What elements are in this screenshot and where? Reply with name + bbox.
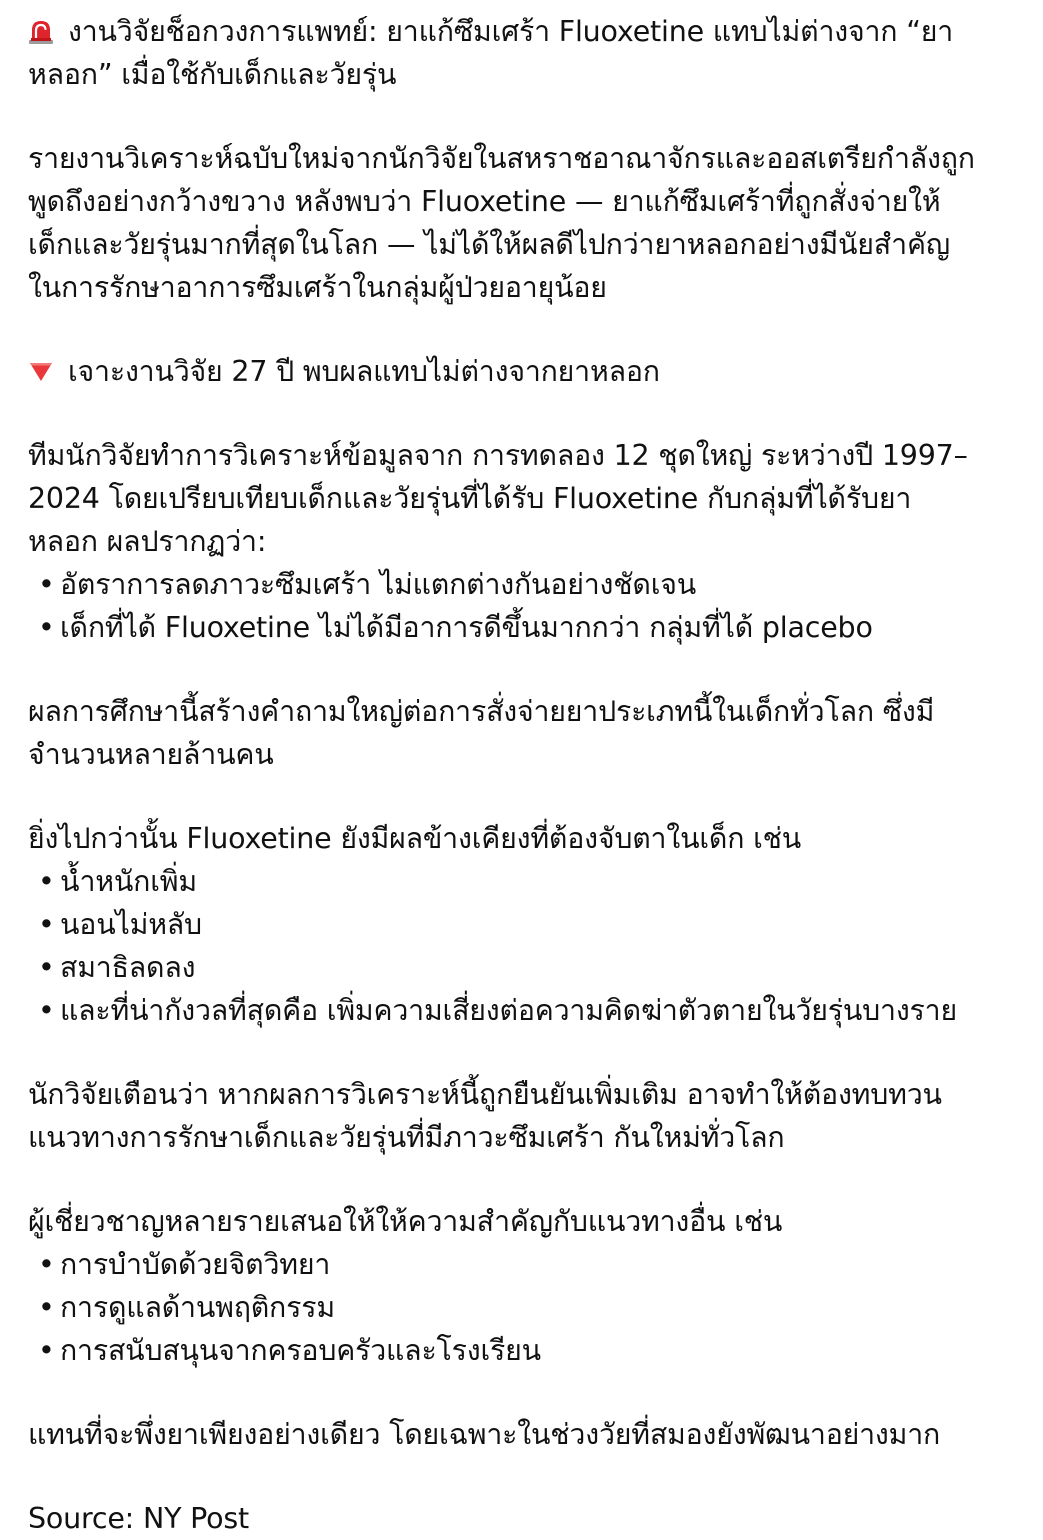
findings-list (28, 563, 1040, 649)
bullet-icon: • (38, 908, 55, 941)
list-item-text: และที่น่ากังวลที่สุดคือ เพิ่มความเสี่ยงต่อความคิดฆ่าตัวตายในวัยรุ่นบางราย (60, 994, 957, 1027)
intro-paragraph: รายงานวิเคราะห์ฉบับใหม่จากนักวิจัยในสหราชอาณาจักรและออสเตรียกำลังถูก พูดถึงอย่างกว้างขวาง หลังพบว่า Fluoxetine — ยาแก้ซึมเศร้าที่ถูกสั่งจ่ายให้ เด็กและวัยรุ่นมากที่สุดในโลก — ไม่ได้ให้ผลดีไปกว่ายาหลอกอย่างมีนัยสำคัญ ในการรักษาอาการซึมเศร้าในกลุ่มผู้ป่วยอายุน้อย (28, 142, 975, 304)
paragraph-gap (28, 1032, 1040, 1073)
source-credit: Source: NY Post (28, 1502, 249, 1535)
list-item (28, 946, 1040, 989)
list-item-text: นอนไม่หลับ (60, 908, 202, 941)
list-item (28, 606, 1040, 649)
headline (28, 10, 1040, 96)
paragraph-gap (28, 776, 1040, 817)
list-item-text: อัตราการลดภาวะซึมเศร้า ไม่แตกต่างกันอย่างชัดเจน (60, 568, 697, 601)
side-effects-list (28, 860, 1040, 1032)
impact-paragraph: ผลการศึกษานี้สร้างคำถามใหญ่ต่อการสั่งจ่ายยาประเภทนี้ในเด็กทั่วโลก ซึ่งมี จำนวนหลายล้านคน (28, 695, 935, 771)
list-item (28, 903, 1040, 946)
side-effects-paragraph: ยิ่งไปกว่านั้น Fluoxetine ยังมีผลข้างเคียงที่ต้องจับตาในเด็ก เช่น (28, 822, 802, 855)
list-item (28, 563, 1040, 606)
section-heading-text: เจาะงานวิจัย 27 ปี พบผลแทบไม่ต่างจากยาหลอก (68, 355, 660, 388)
paragraph-gap (28, 649, 1040, 690)
bullet-icon: • (38, 865, 55, 898)
list-item (28, 1286, 1040, 1329)
paragraph-gap (28, 393, 1040, 434)
list-item-text: เด็กที่ได้ Fluoxetine ไม่ได้มีอาการดีขึ้นมากกว่า กลุ่มที่ได้ placebo (60, 611, 873, 644)
list-item-text: การบำบัดด้วยจิตวิทยา (60, 1248, 331, 1281)
paragraph-gap (28, 1372, 1040, 1413)
findings-paragraph: ทีมนักวิจัยทำการวิเคราะห์ข้อมูลจาก การทดลอง 12 ชุดใหญ่ ระหว่างปี 1997– 2024 โดยเปรียบเทียบเด็กและวัยรุ่นที่ได้รับ Fluoxetine กับกลุ่มที่ได้รับยา หลอก ผลปรากฏว่า: (28, 439, 968, 558)
list-item (28, 860, 1040, 903)
bullet-icon: • (38, 994, 55, 1027)
post-body (28, 10, 1040, 1540)
bullet-icon: • (38, 1248, 55, 1281)
police-light-emoji-icon (28, 18, 54, 44)
list-item (28, 1243, 1040, 1286)
alternatives-list (28, 1243, 1040, 1372)
paragraph-gap (28, 96, 1040, 137)
bullet-icon: • (38, 1334, 55, 1367)
list-item (28, 989, 1040, 1032)
warning-paragraph: นักวิจัยเตือนว่า หากผลการวิเคราะห์นี้ถูกยืนยันเพิ่มเติม อาจทำให้ต้องทบทวน แนวทางการรักษาเด็กและวัยรุ่นที่มีภาวะซึมเศร้า กันใหม่ทั่วโลก (28, 1078, 942, 1154)
bullet-icon: • (38, 611, 55, 644)
list-item-text: สมาธิลดลง (60, 951, 196, 984)
list-item-text: การสนับสนุนจากครอบครัวและโรงเรียน (60, 1334, 541, 1367)
alternatives-paragraph: ผู้เชี่ยวชาญหลายรายเสนอให้ให้ความสำคัญกับแนวทางอื่น เช่น (28, 1205, 783, 1238)
paragraph-gap (28, 1456, 1040, 1497)
headline-line-2: หลอก” เมื่อใช้กับเด็กและวัยรุ่น (28, 58, 397, 91)
bullet-icon: • (38, 951, 55, 984)
red-triangle-down-icon (28, 360, 54, 382)
bullet-icon: • (38, 1291, 55, 1324)
headline-line-1: งานวิจัยช็อกวงการแพทย์: ยาแก้ซึมเศร้า Fluoxetine แทบไม่ต่างจาก “ยา (68, 15, 954, 48)
paragraph-gap (28, 1159, 1040, 1200)
list-item (28, 1329, 1040, 1372)
bullet-icon: • (38, 568, 55, 601)
paragraph-gap (28, 309, 1040, 350)
conclusion-paragraph: แทนที่จะพึ่งยาเพียงอย่างเดียว โดยเฉพาะในช่วงวัยที่สมองยังพัฒนาอย่างมาก (28, 1418, 941, 1451)
list-item-text: น้ำหนักเพิ่ม (60, 865, 197, 898)
list-item-text: การดูแลด้านพฤติกรรม (60, 1291, 335, 1324)
section-heading (28, 350, 1040, 393)
